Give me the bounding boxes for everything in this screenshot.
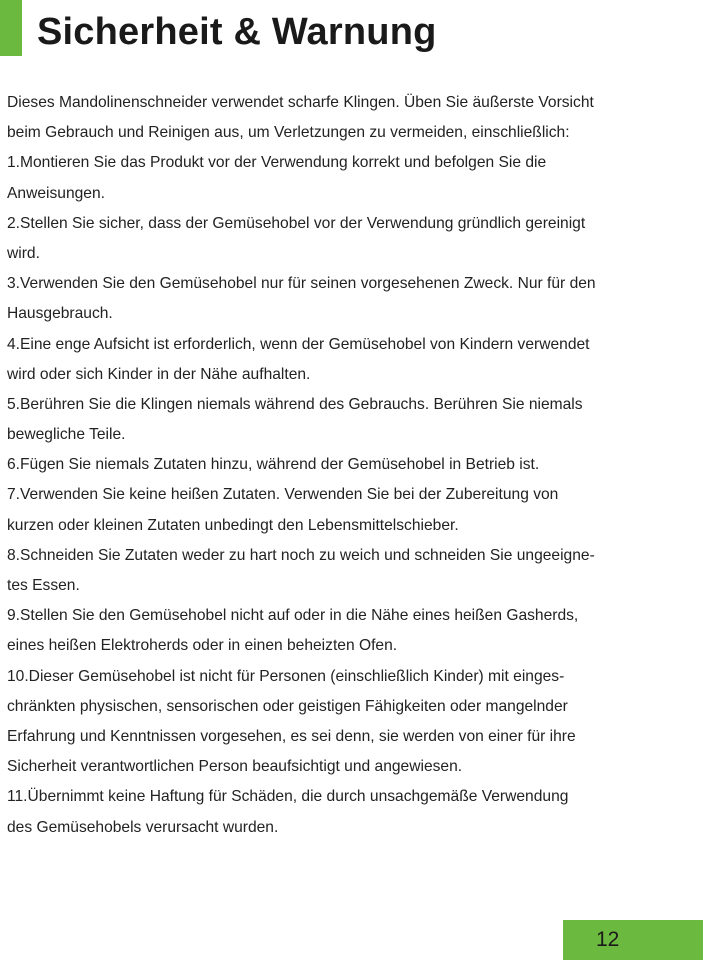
text-line: Sicherheit verantwortlichen Person beaufsichtigt und angewiesen. [7, 758, 463, 776]
text-line: Dieses Mandolinenschneider verwendet scharfe Klingen. Üben Sie äußerste Vorsicht [7, 94, 594, 111]
text-line: wird oder sich Kinder in der Nähe aufhalten. [7, 365, 311, 383]
text-line: 4.Eine enge Aufsicht ist erforderlich, wenn der Gemüsehobel von Kindern verwendet [7, 335, 590, 353]
text-line: chränkten physischen, sensorischen oder geistigen Fähigkeiten oder mangelnder [7, 697, 568, 715]
text-line: Erfahrung und Kenntnissen vorgesehen, es sei denn, sie werden von einer für ihre [7, 727, 576, 745]
text-line: 5.Berühren Sie die Klingen niemals während des Gebrauchs. Berühren Sie niemals [7, 395, 583, 413]
text-line: kurzen oder kleinen Zutaten unbedingt den Lebensmittelschieber. [7, 516, 459, 534]
text-line: 8.Schneiden Sie Zutaten weder zu hart noch zu weich und schneiden Sie ungeeigne- [7, 546, 595, 564]
page-title: Sicherheit & Warnung [37, 11, 437, 53]
text-line: 1.Montieren Sie das Produkt vor der Verwendung korrekt und befolgen Sie die [7, 154, 547, 172]
text-line: wird. [7, 244, 40, 262]
page-number-box [563, 920, 703, 960]
text-line: 7.Verwenden Sie keine heißen Zutaten. Verwenden Sie bei der Zubereitung von [7, 486, 559, 504]
text-line: 3.Verwenden Sie den Gemüsehobel nur für seinen vorgesehenen Zweck. Nur für den [7, 275, 596, 293]
text-line: 9.Stellen Sie den Gemüsehobel nicht auf oder in die Nähe eines heißen Gasherds, [7, 607, 579, 625]
page-number: 12 [596, 928, 620, 951]
text-line: tes Essen. [7, 577, 80, 594]
text-line: 2.Stellen Sie sicher, dass der Gemüsehobel vor der Verwendung gründlich gereinigt [7, 214, 586, 232]
accent-bar [0, 0, 22, 56]
text-line: bewegliche Teile. [7, 426, 126, 444]
text-line: Hausgebrauch. [7, 305, 113, 323]
text-line: 11.Übernimmt keine Haftung für Schäden, die durch unsachgemäße Verwendung [7, 788, 569, 806]
text-line: beim Gebrauch und Reinigen aus, um Verletzungen zu vermeiden, einschließlich: [7, 124, 570, 142]
text-line: eines heißen Elektroherds oder in einen beheizten Ofen. [7, 637, 398, 655]
body-text [7, 88, 697, 843]
text-line: 10.Dieser Gemüsehobel ist nicht für Personen (einschließlich Kinder) mit einges- [7, 667, 565, 685]
text-line: Anweisungen. [7, 184, 105, 202]
text-line: des Gemüsehobels verursacht wurden. [7, 818, 279, 836]
text-line: 6.Fügen Sie niemals Zutaten hinzu, während der Gemüsehobel in Betrieb ist. [7, 456, 540, 474]
